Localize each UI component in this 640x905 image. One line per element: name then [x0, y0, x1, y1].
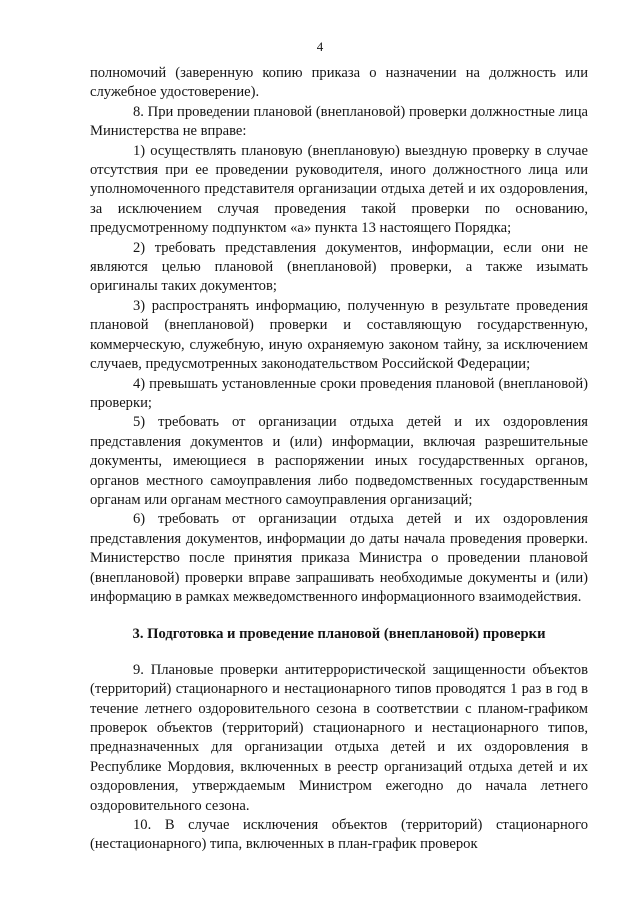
- paragraph-continuation: полномочий (заверенную копию приказа о назначении на должность или служебное удостоверение).: [90, 65, 588, 101]
- section-heading: 3. Подготовка и проведение плановой (внеплановой) проверки: [132, 626, 546, 643]
- paragraph-subitem-5: 5) требовать от организации отдыха детей и их оздоровления представления документов и (или) информации, включая разрешительные документы, имеющиеся в распоряжении иных государственных органов, органов местного самоуправления либо подведомственных государственным органам или органам местного самоуправления организаций;: [90, 414, 588, 508]
- section-heading-wrapper: [90, 625, 588, 644]
- paragraph-subitem-6: 6) требовать от организации отдыха детей и их оздоровления представления документов, информации до даты начала проведения проверки. Министерство после принятия приказа Министра о проведении плановой (внеплановой) проверки вправе запрашивать необходимые документы и (или) информацию в рамках межведомственного информационного взаимодействия.: [90, 511, 588, 605]
- paragraph-item-10: 10. В случае исключения объектов (территорий) стационарного (нестационарного) типа, включенных в план-график проверок: [90, 817, 588, 853]
- paragraph-subitem-3: 3) распространять информацию, полученную в результате проведения плановой (внеплановой) проверки и составляющую государственную, коммерческую, служебную, иную охраняемую законом тайну, за исключением случаев, предусмотренных законодательством Российской Федерации;: [90, 297, 588, 373]
- paragraph-subitem-2: 2) требовать представления документов, информации, если они не являются целью плановой (внеплановой) проверки, а также изымать оригиналы таких документов;: [90, 239, 588, 295]
- paragraph-subitem-4: 4) превышать установленные сроки проведения плановой (внеплановой) проверки;: [90, 375, 588, 411]
- paragraph-item-8: 8. При проведении плановой (внеплановой) проверки должностные лица Министерства не вправе:: [90, 103, 588, 140]
- document-body: [90, 64, 588, 855]
- paragraph-item-9: 9. Плановые проверки антитеррористической защищенности объектов (территорий) стационарного и нестационарного типов проводятся 1 раз в год в течение летнего оздоровительного сезона в соответствии с планом-графиком проверок объектов (территорий) стационарного и нестационарного типов, предназначенных для организации отдыха детей и их оздоровления в Республике Мордовия, включенных в реестр организаций отдыха детей и их оздоровления, утверждаемым Министром ежегодно до начала летнего оздоровительного сезона.: [90, 661, 588, 814]
- page-number: 4: [316, 39, 324, 54]
- paragraph-subitem-1: 1) осуществлять плановую (внеплановую) выездную проверку в случае отсутствия при ее проведении руководителя, иного должностного лица или уполномоченного представителя организации отдыха детей и их оздоровления, за исключением случая проведения такой проверки по основанию, предусмотренному подпунктом «а» пункта 13 настоящего Порядка;: [90, 142, 588, 237]
